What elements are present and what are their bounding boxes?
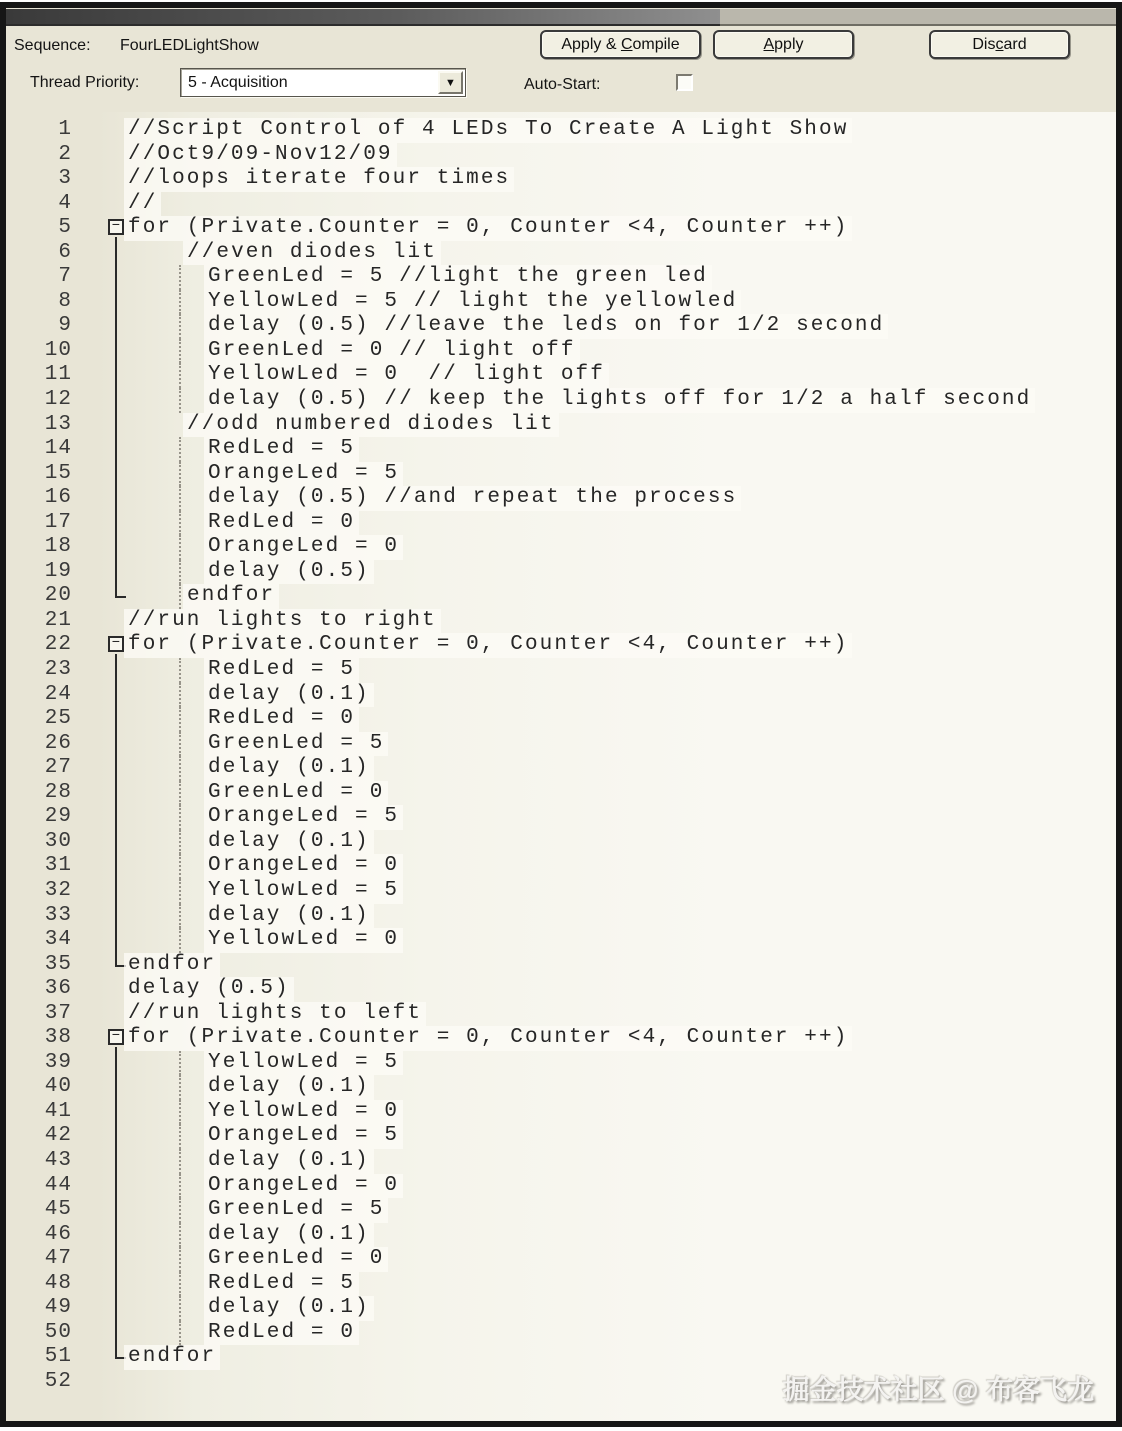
indent-guide-line [179,437,181,462]
code-line [6,830,1116,855]
indent-guide-line [179,584,181,609]
code-line [6,363,1116,388]
indent-guide-line [179,1321,181,1346]
fold-bracket-line [115,1075,117,1100]
code-text[interactable]: // [124,192,161,217]
code-text[interactable]: GreenLed = 0 [204,1247,388,1272]
line-number: 11 [44,363,72,387]
fold-bracket-line [115,1174,117,1199]
code-line [6,1002,1116,1027]
code-text[interactable]: endfor [124,1345,220,1370]
line-number: 5 [58,216,72,240]
code-line [6,265,1116,290]
fold-bracket-line [115,1247,117,1272]
line-number: 31 [44,854,72,878]
code-text[interactable]: RedLed = 5 [204,658,359,683]
code-text[interactable]: //loops iterate four times [124,167,514,192]
code-line [6,314,1116,339]
code-text[interactable]: RedLed = 5 [204,1272,359,1297]
code-text[interactable]: delay (0.1) [204,1149,374,1174]
code-text[interactable]: for (Private.Counter = 0, Counter <4, Counter ++) [124,633,852,658]
line-number: 21 [44,608,72,632]
code-line [6,584,1116,609]
line-number: 4 [58,191,72,215]
line-number: 50 [44,1320,72,1344]
fold-bracket-line [115,388,117,413]
code-line [6,486,1116,511]
code-line [6,928,1116,953]
code-text[interactable]: delay (0.1) [204,756,374,781]
indent-guide-line [179,830,181,855]
line-number: 43 [44,1148,72,1172]
apply-compile-button[interactable] [540,30,701,59]
line-number: 46 [44,1222,72,1246]
code-text[interactable]: endfor [183,584,279,609]
discard-button[interactable] [929,30,1070,59]
code-line [6,241,1116,266]
autostart-label: Auto-Start: [524,76,601,93]
code-text[interactable]: delay (0.5) [204,560,374,585]
line-number: 28 [44,780,72,804]
indent-guide-line [179,290,181,315]
code-text[interactable]: delay (0.1) [204,830,374,855]
fold-bracket-line [115,535,117,560]
code-line [6,732,1116,757]
thread-priority-label: Thread Priority: [30,74,140,91]
fold-bracket-line [115,1321,117,1346]
indent-guide-line [179,363,181,388]
indent-guide-line [179,1296,181,1321]
apply-label-post: pply [774,35,804,53]
code-line [6,1026,1116,1051]
line-number: 3 [58,167,72,191]
code-text[interactable]: OrangeLed = 5 [204,805,403,830]
fold-bracket-line [115,1272,117,1297]
fold-bracket-line [115,314,117,339]
apply-compile-label-post: ompile [632,35,680,53]
line-number: 44 [44,1173,72,1197]
line-number: 34 [44,928,72,952]
code-text[interactable]: delay (0.1) [204,683,374,708]
apply-button[interactable] [713,30,854,59]
line-number: 47 [44,1247,72,1271]
indent-guide-line [179,683,181,708]
code-text[interactable]: RedLed = 0 [204,1321,359,1346]
code-line [6,633,1116,658]
watermark-text: 掘金技术社区 @ 布客飞龙 [782,1375,1094,1405]
indent-guide-line [179,1174,181,1199]
indent-guide-line [179,1247,181,1272]
line-number: 49 [44,1296,72,1320]
code-text[interactable]: GreenLed = 0 [204,781,388,806]
code-text[interactable]: OrangeLed = 5 [204,1124,403,1149]
line-number: 13 [44,412,72,436]
code-pane[interactable] [6,112,1116,1421]
indent-guide-line [179,1198,181,1223]
code-line [6,756,1116,781]
indent-guide-line [179,1124,181,1149]
fold-bracket-line [115,928,117,953]
code-text[interactable]: delay (0.1) [204,1296,374,1321]
thread-priority-dropdown[interactable] [180,68,466,97]
code-text[interactable]: for (Private.Counter = 0, Counter <4, Counter ++) [124,216,852,241]
indent-guide-line [179,781,181,806]
code-text[interactable]: GreenLed = 0 // light off [204,339,580,364]
indent-guide-line [179,1051,181,1076]
code-text[interactable]: //Oct9/09-Nov12/09 [124,143,397,168]
collapse-icon[interactable]: − [108,1029,124,1045]
fold-bracket-line [115,462,117,487]
fold-bracket-line [115,1198,117,1223]
code-line [6,192,1116,217]
discard-label-pre: Dis [972,35,996,53]
code-text[interactable]: delay (0.5) [124,977,294,1002]
chevron-down-icon: ▼ [445,76,456,89]
code-line [6,1296,1116,1321]
indent-guide-line [179,1100,181,1125]
fold-bracket-line [115,363,117,388]
fold-bracket-line [115,854,117,879]
code-line [6,143,1116,168]
line-number: 17 [44,510,72,534]
code-line [6,879,1116,904]
line-number: 16 [44,486,72,510]
line-number: 22 [44,633,72,657]
line-number: 7 [58,265,72,289]
apply-compile-label-key: C [620,35,633,53]
line-number: 39 [44,1050,72,1074]
fold-bracket-line [115,1051,117,1076]
fold-bracket-line [115,1223,117,1248]
code-line [6,535,1116,560]
fold-bracket-line [115,290,117,315]
code-text[interactable]: YellowLed = 0 [204,1100,403,1125]
apply-label-key: A [763,35,775,53]
code-text[interactable]: //even diodes lit [183,241,441,266]
code-line [6,216,1116,241]
indent-guide-line [179,879,181,904]
indent-guide-line [179,1272,181,1297]
fold-bracket-line [115,1149,117,1174]
code-line [6,609,1116,634]
indent-guide-line [179,339,181,364]
code-text[interactable]: YellowLed = 5 [204,1051,403,1076]
fold-bracket-line [115,658,117,683]
code-text[interactable]: RedLed = 5 [204,437,359,462]
indent-guide-line [179,1149,181,1174]
code-line [6,1149,1116,1174]
indent-guide-line [179,486,181,511]
code-text[interactable]: OrangeLed = 0 [204,854,403,879]
indent-guide-line [179,854,181,879]
indent-guide-line [179,658,181,683]
title-strip-dark-segment [6,9,720,26]
code-text[interactable]: GreenLed = 5 [204,1198,388,1223]
line-number: 23 [44,658,72,682]
code-text[interactable]: //odd numbered diodes lit [183,413,559,438]
discard-label-post: ard [1003,35,1027,53]
code-line [6,511,1116,536]
collapse-icon[interactable]: − [108,636,124,652]
line-number: 36 [44,977,72,1001]
fold-bracket-line [115,339,117,364]
code-line [6,1198,1116,1223]
code-text[interactable]: for (Private.Counter = 0, Counter <4, Counter ++) [124,1026,852,1051]
code-text[interactable]: endfor [124,953,220,978]
indent-guide-line [179,535,181,560]
code-text[interactable]: RedLed = 0 [204,707,359,732]
line-number: 35 [44,952,72,976]
fold-bracket-line [115,560,117,585]
code-text[interactable]: YellowLed = 5 [204,879,403,904]
indent-guide-line [179,462,181,487]
code-line [6,904,1116,929]
code-text[interactable]: delay (0.5) // keep the lights off for 1/2 a half second [204,388,1035,413]
line-number: 12 [44,388,72,412]
indent-guide-line [179,707,181,732]
line-number: 51 [44,1345,72,1369]
code-text[interactable]: //run lights to left [124,1002,426,1027]
code-line [6,462,1116,487]
code-line [6,560,1116,585]
line-number: 45 [44,1198,72,1222]
code-text[interactable]: GreenLed = 5 //light the green led [204,265,712,290]
line-number: 24 [44,682,72,706]
code-line [6,683,1116,708]
line-number: 9 [58,314,72,338]
indent-guide-line [179,904,181,929]
fold-bracket-line [115,879,117,904]
code-line [6,707,1116,732]
line-number: 2 [58,142,72,166]
sequence-name: FourLEDLightShow [120,37,259,54]
indent-guide-line [179,388,181,413]
code-line [6,1100,1116,1125]
indent-guide-line [179,805,181,830]
code-line [6,1247,1116,1272]
code-text[interactable]: GreenLed = 5 [204,732,388,757]
fold-bracket-line [115,1296,117,1321]
code-line [6,1075,1116,1100]
line-number: 20 [44,584,72,608]
fold-bracket-line [115,437,117,462]
fold-bracket-line [115,1124,117,1149]
code-text[interactable]: OrangeLed = 0 [204,535,403,560]
code-line [6,1321,1116,1346]
fold-bracket-line [115,904,117,929]
fold-bracket-line [115,781,117,806]
code-text[interactable]: RedLed = 0 [204,511,359,536]
code-line [6,854,1116,879]
line-number: 1 [58,118,72,141]
sequence-label: Sequence: [14,37,91,54]
code-text[interactable]: OrangeLed = 5 [204,462,403,487]
code-line [6,1223,1116,1248]
fold-bracket-line [115,1100,117,1125]
code-line [6,339,1116,364]
line-number: 38 [44,1026,72,1050]
code-line [6,118,1116,143]
indent-guide-line [179,560,181,585]
fold-bracket-line [115,732,117,757]
fold-bracket-line [115,756,117,781]
line-number: 33 [44,903,72,927]
code-text[interactable]: delay (0.1) [204,1075,374,1100]
line-number: 26 [44,731,72,755]
indent-guide-line [179,265,181,290]
autostart-checkbox[interactable] [676,74,693,91]
line-number: 25 [44,707,72,731]
code-text[interactable]: //Script Control of 4 LEDs To Create A Light Show [124,118,852,143]
discard-label-key: c [995,35,1004,53]
indent-guide-line [179,732,181,757]
fold-bracket-line [115,486,117,511]
line-number: 30 [44,829,72,853]
code-text[interactable]: //run lights to right [124,609,441,634]
code-line [6,388,1116,413]
code-line [6,167,1116,192]
code-line [6,977,1116,1002]
indent-guide-line [179,928,181,953]
fold-bracket-line [115,413,117,438]
line-number: 40 [44,1075,72,1099]
code-text[interactable]: YellowLed = 0 [204,928,403,953]
thread-priority-dropdown-button[interactable] [438,71,463,94]
code-text[interactable]: delay (0.1) [204,904,374,929]
line-number: 48 [44,1271,72,1295]
title-strip-light-segment [720,9,1116,26]
indent-guide-line [179,1075,181,1100]
fold-bracket-line [115,265,117,290]
line-number: 14 [44,437,72,461]
indent-guide-line [179,1223,181,1248]
code-line [6,413,1116,438]
code-text[interactable]: delay (0.5) //leave the leds on for 1/2 second [204,314,888,339]
fold-bracket-line [115,707,117,732]
code-text[interactable]: OrangeLed = 0 [204,1174,403,1199]
code-line [6,1345,1116,1370]
line-number: 6 [58,240,72,264]
line-number: 41 [44,1099,72,1123]
code-text[interactable]: delay (0.5) //and repeat the process [204,486,741,511]
line-number: 19 [44,559,72,583]
apply-compile-label-pre: Apply & [561,35,621,53]
fold-bracket-line [115,241,117,266]
indent-guide-line [179,756,181,781]
sequence-editor-window [0,2,1122,1427]
line-number: 32 [44,878,72,902]
title-strip [6,8,1116,28]
line-number: 52 [44,1369,72,1393]
line-number: 10 [44,338,72,362]
fold-bracket-line [115,511,117,536]
fold-bracket-line [115,830,117,855]
code-line [6,805,1116,830]
code-line [6,953,1116,978]
line-number: 37 [44,1001,72,1025]
code-line [6,437,1116,462]
line-number: 15 [44,461,72,485]
code-line [6,1051,1116,1076]
fold-bracket-line [115,805,117,830]
thread-priority-value: 5 - Acquisition [188,74,288,91]
fold-bracket-corner [115,584,126,598]
code-line [6,1272,1116,1297]
code-line [6,290,1116,315]
line-number: 8 [58,289,72,313]
code-line [6,781,1116,806]
code-text[interactable]: YellowLed = 0 // light off [204,363,609,388]
code-text[interactable]: delay (0.1) [204,1223,374,1248]
indent-guide-line [179,314,181,339]
line-number: 29 [44,805,72,829]
code-text[interactable]: YellowLed = 5 // light the yellowled [204,290,741,315]
collapse-icon[interactable]: − [108,219,124,235]
line-number: 42 [44,1124,72,1148]
code-line [6,1174,1116,1199]
code-line [6,658,1116,683]
code-line [6,1124,1116,1149]
fold-bracket-line [115,683,117,708]
line-number: 18 [44,535,72,559]
line-number: 27 [44,756,72,780]
indent-guide-line [179,511,181,536]
